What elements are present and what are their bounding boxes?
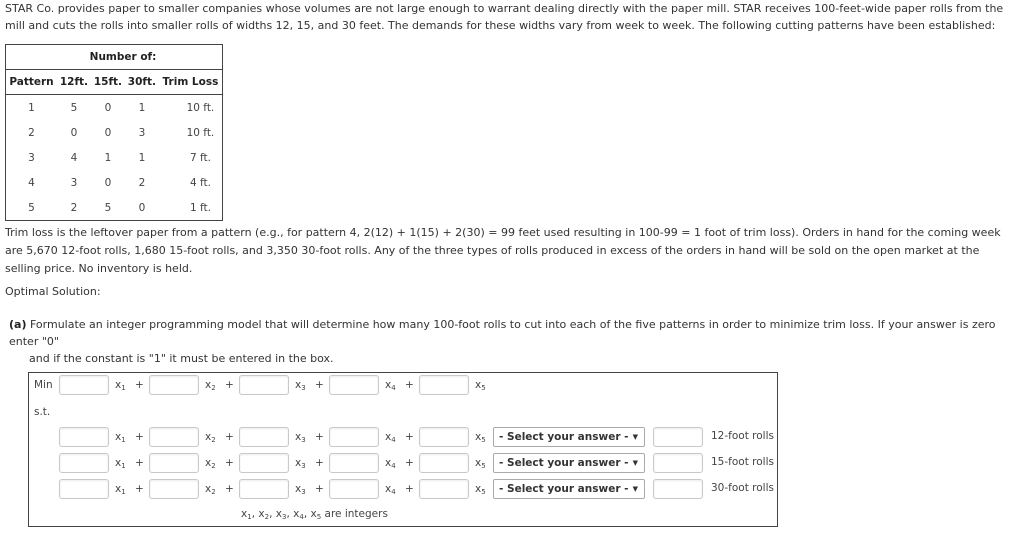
int-var-x5: x: [310, 508, 317, 520]
plus-sign: +: [225, 483, 234, 495]
constraint-2-coef-x3-input[interactable]: [239, 453, 289, 473]
constraint-1-coef-x2-input[interactable]: [149, 427, 199, 447]
constraint-2-relation-select[interactable]: [493, 453, 645, 473]
int-sub-2: 2: [264, 513, 270, 521]
part-a-label: (a): [9, 318, 27, 331]
table-cell: 1: [138, 101, 146, 114]
objective-var-x5: [475, 379, 486, 392]
var-subscript: 3: [301, 462, 306, 470]
constraint-3-relation-select[interactable]: [493, 479, 645, 499]
part-a-question: [9, 316, 1009, 367]
plus-sign: +: [135, 457, 144, 469]
var-subscript: 2: [211, 384, 216, 392]
col-header-30ft: 30ft.: [125, 70, 159, 95]
constraint-2-var-x3: [295, 457, 306, 470]
int-var-x4: x: [293, 508, 300, 520]
table-cell: 0: [104, 126, 112, 139]
col-header-15ft: 15ft.: [91, 70, 125, 95]
constraint-1-var-x4: [385, 431, 396, 444]
var-letter: x: [205, 457, 212, 469]
table-cell: 1: [138, 151, 146, 164]
min-label: Min: [34, 379, 53, 391]
col-header-pattern: Pattern: [6, 70, 57, 95]
constraint-3-var-x1: [115, 483, 126, 496]
var-letter: x: [385, 483, 392, 495]
var-letter: x: [205, 379, 212, 391]
select-placeholder: - Select your answer -: [499, 457, 629, 469]
constraint-1-rhs-input[interactable]: [653, 427, 703, 447]
constraint-3-coef-x4-input[interactable]: [329, 479, 379, 499]
constraint-1-var-x5: [475, 431, 486, 444]
int-var-x1: x: [241, 508, 248, 520]
constraint-3-coef-x5-input[interactable]: [419, 479, 469, 499]
col-header-12ft: 12ft.: [57, 70, 91, 95]
var-letter: x: [475, 483, 482, 495]
constraint-3-coef-x3-input[interactable]: [239, 479, 289, 499]
constraint-2-var-x4: [385, 457, 396, 470]
var-subscript: 2: [211, 436, 216, 444]
var-subscript: 5: [481, 436, 486, 444]
var-subscript: 4: [391, 488, 396, 496]
st-label: s.t.: [34, 406, 51, 418]
var-letter: x: [295, 431, 302, 443]
constraint-1-var-x3: [295, 431, 306, 444]
constraint-1-var-x2: [205, 431, 216, 444]
cutting-patterns-table: [5, 44, 223, 221]
plus-sign: +: [405, 457, 414, 469]
objective-coef-x1-input[interactable]: [59, 375, 109, 395]
int-var-x3: x: [275, 508, 282, 520]
constraint-3-var-x3: [295, 483, 306, 496]
constraint-2-var-x5: [475, 457, 486, 470]
var-subscript: 5: [481, 384, 486, 392]
plus-sign: +: [135, 431, 144, 443]
table-cell: 0: [104, 101, 112, 114]
var-subscript: 3: [301, 436, 306, 444]
var-letter: x: [115, 457, 122, 469]
problem-intro: STAR Co. provides paper to smaller companies whose volumes are not large enough to warrant dealing directly with the paper mill. STAR receives 100-feet-wide paper rolls from the mill and cuts the rolls into smaller rolls of widths 12, 15, and 30 feet. The demands for these widths vary from week to week. The following cutting patterns have been established:: [5, 2, 1004, 32]
var-letter: x: [295, 457, 302, 469]
table-cell: 3: [70, 176, 78, 189]
var-subscript: 1: [121, 488, 126, 496]
objective-coef-x2-input[interactable]: [149, 375, 199, 395]
var-subscript: 1: [121, 462, 126, 470]
int-var-x2: x: [258, 508, 265, 520]
int-sub-1: 1: [247, 513, 252, 521]
constraint-2-rhs-input[interactable]: [653, 453, 703, 473]
objective-var-x3: [295, 379, 306, 392]
objective-coef-x4-input[interactable]: [329, 375, 379, 395]
table-group-header: Number of:: [6, 45, 223, 70]
int-sub-4: 4: [299, 513, 304, 521]
chevron-down-icon: ▼: [632, 433, 638, 441]
constraint-3-rhs-input[interactable]: [653, 479, 703, 499]
constraint-3-label: 30-foot rolls: [711, 482, 774, 494]
var-letter: x: [205, 483, 212, 495]
table-cell: 7 ft.: [189, 151, 211, 164]
var-letter: x: [475, 379, 482, 391]
var-letter: x: [385, 457, 392, 469]
plus-sign: +: [315, 431, 324, 443]
objective-var-x2: [205, 379, 216, 392]
constraint-3-var-x4: [385, 483, 396, 496]
var-letter: x: [475, 457, 482, 469]
constraint-2-coef-x2-input[interactable]: [149, 453, 199, 473]
var-subscript: 3: [301, 384, 306, 392]
constraint-1-label: 12-foot rolls: [711, 430, 774, 442]
part-a-text-continued: and if the constant is "1" it must be entered in the box.: [29, 352, 334, 365]
constraint-2-coef-x1-input[interactable]: [59, 453, 109, 473]
plus-sign: +: [225, 379, 234, 391]
constraint-2-coef-x4-input[interactable]: [329, 453, 379, 473]
table-cell: 4 ft.: [189, 176, 211, 189]
var-letter: x: [115, 431, 122, 443]
table-cell: 2: [70, 201, 78, 214]
table-row: [6, 120, 223, 145]
trim-loss-text: Trim loss is the leftover paper from a pattern (e.g., for pattern 4, 2(12) + 1(15) + 2(30) = 99 feet used resulting in 100-99 = 1 foot of trim loss). Orders in hand for the coming week are 5,670 12-foot rolls, 1,680 15-foot rolls, and 3,350 30-foot rolls. Any of the three types of rolls produced in excess of the orders in hand will be sold on the open market at the selling price. No inventory is held.: [5, 226, 1001, 275]
chevron-down-icon: ▼: [632, 485, 638, 493]
table-row: [6, 95, 223, 121]
plus-sign: +: [225, 431, 234, 443]
constraint-1-coef-x3-input[interactable]: [239, 427, 289, 447]
var-subscript: 4: [391, 384, 396, 392]
constraint-2-coef-x5-input[interactable]: [419, 453, 469, 473]
var-subscript: 2: [211, 462, 216, 470]
var-letter: x: [295, 379, 302, 391]
plus-sign: +: [405, 379, 414, 391]
constraint-2-var-x2: [205, 457, 216, 470]
constraint-2-label: 15-foot rolls: [711, 456, 774, 468]
var-subscript: 4: [391, 462, 396, 470]
chevron-down-icon: ▼: [632, 459, 638, 467]
table-row: [6, 195, 223, 221]
var-letter: x: [205, 431, 212, 443]
table-row: [6, 145, 223, 170]
objective-var-x4: [385, 379, 396, 392]
constraint-1-coef-x4-input[interactable]: [329, 427, 379, 447]
plus-sign: +: [315, 483, 324, 495]
plus-sign: +: [405, 431, 414, 443]
table-cell: 0: [138, 201, 146, 214]
constraint-3-coef-x1-input[interactable]: [59, 479, 109, 499]
var-subscript: 5: [481, 462, 486, 470]
integers-text: are integers: [324, 508, 388, 520]
var-subscript: 1: [121, 384, 126, 392]
var-letter: x: [385, 431, 392, 443]
var-letter: x: [115, 483, 122, 495]
col-header-trim-loss: Trim Loss: [159, 70, 223, 95]
constraint-1-relation-select[interactable]: [493, 427, 645, 447]
plus-sign: +: [135, 483, 144, 495]
plus-sign: +: [225, 457, 234, 469]
table-cell: 1: [28, 101, 35, 114]
constraint-3-var-x2: [205, 483, 216, 496]
table-cell: 5: [104, 201, 112, 214]
table-cell: 1 ft.: [189, 201, 211, 214]
table-cell: 10 ft.: [186, 101, 215, 114]
constraint-1-coef-x1-input[interactable]: [59, 427, 109, 447]
constraint-1-coef-x5-input[interactable]: [419, 427, 469, 447]
table-cell: 0: [70, 126, 78, 139]
objective-coef-x5-input[interactable]: [419, 375, 469, 395]
constraint-2-var-x1: [115, 457, 126, 470]
var-subscript: 2: [211, 488, 216, 496]
part-a-text: Formulate an integer programming model that will determine how many 100-foot rolls to cut into each of the five patterns in order to minimize trim loss. If your answer is zero enter "0": [9, 318, 996, 348]
table-cell: 10 ft.: [186, 126, 215, 139]
plus-sign: +: [405, 483, 414, 495]
integers-statement: $x_1$, $x_2$, $x_3$, $x_4$, $x_5$ are integers: [241, 508, 388, 521]
table-cell: 1: [104, 151, 112, 164]
plus-sign: +: [315, 379, 324, 391]
var-letter: x: [475, 431, 482, 443]
objective-coef-x3-input[interactable]: [239, 375, 289, 395]
int-sub-5: 5: [316, 513, 322, 521]
table-cell: 4: [70, 151, 78, 164]
plus-sign: +: [315, 457, 324, 469]
var-letter: x: [295, 483, 302, 495]
select-placeholder: - Select your answer -: [499, 483, 629, 495]
table-cell: 4: [28, 176, 35, 189]
table-cell: 0: [104, 176, 112, 189]
var-subscript: 3: [301, 488, 306, 496]
constraint-1-var-x1: [115, 431, 126, 444]
table-cell: 5: [70, 101, 78, 114]
table-cell: 3: [138, 126, 146, 139]
ip-model-form: [28, 372, 778, 527]
table-cell: 2: [28, 126, 35, 139]
int-sub-3: 3: [281, 513, 287, 521]
var-subscript: 1: [121, 436, 126, 444]
table-cell: 2: [138, 176, 146, 189]
objective-var-x1: [115, 379, 126, 392]
optimal-solution-label: Optimal Solution:: [5, 285, 101, 298]
table-cell: 5: [28, 201, 35, 214]
constraint-3-var-x5: [475, 483, 486, 496]
plus-sign: +: [135, 379, 144, 391]
table-row: [6, 170, 223, 195]
var-subscript: 4: [391, 436, 396, 444]
var-letter: x: [115, 379, 122, 391]
table-cell: 3: [28, 151, 35, 164]
var-letter: x: [385, 379, 392, 391]
constraint-3-coef-x2-input[interactable]: [149, 479, 199, 499]
select-placeholder: - Select your answer -: [499, 431, 629, 443]
var-subscript: 5: [481, 488, 486, 496]
